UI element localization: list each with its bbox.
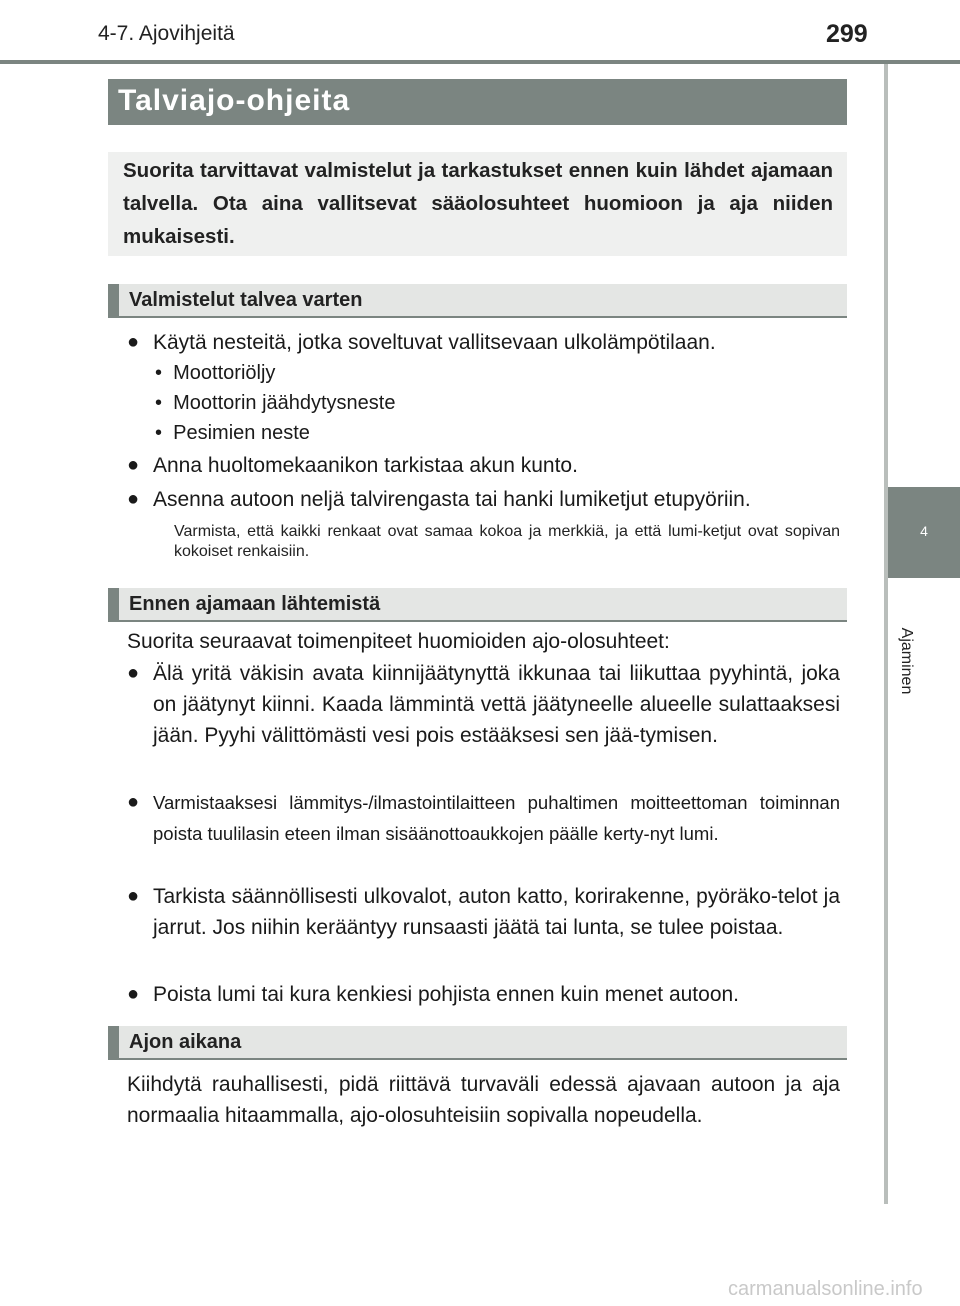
- list-item: [127, 327, 840, 358]
- bullet-icon: ●: [127, 488, 140, 510]
- list-item-text: Tarkista säännöllisesti ulkovalot, auton katto, korirakenne, pyöräko-telot ja jarrut. Jos niihin kerääntyy runsaasti jäätä tai lunta, se tulee poistaa.: [153, 885, 840, 939]
- list-item: [127, 658, 840, 751]
- page-number: 299: [826, 20, 868, 48]
- list-item-text: Varmistaaksesi lämmitys-/ilmastointilaitteen puhaltimen moitteettoman toiminnan poista tuulilasin eteen ilman sisäänottoaukkojen päälle kerty-nyt lumi.: [153, 792, 840, 844]
- list-item-text: Asenna autoon neljä talvirengasta tai hanki lumiketjut etupyöriin.: [153, 488, 751, 511]
- bullet-icon: ●: [127, 331, 140, 353]
- intro-box: [108, 152, 847, 256]
- list-item-text: Poista lumi tai kura kenkiesi pohjista ennen kuin menet autoon.: [153, 983, 740, 1006]
- section-heading-prep-label: Valmistelut talvea varten: [129, 289, 363, 311]
- chapter-label: Ajaminen: [898, 627, 915, 695]
- list-item: [127, 787, 840, 849]
- driving-text: Kiihdytä rauhallisesti, pidä riittävä turvaväli edessä ajavaan autoon ja aja normaalia hitaammalla, ajo-olosuhteisiin sopivalla nopeudella.: [127, 1073, 840, 1127]
- sub-list-item: [155, 358, 275, 388]
- chapter-number: 4: [920, 523, 928, 539]
- title-bar: [108, 79, 847, 125]
- bullet-icon: ●: [127, 454, 140, 476]
- sub-list-item-text: Moottoriöljy: [173, 362, 276, 384]
- section-heading-driving-label: Ajon aikana: [129, 1031, 242, 1053]
- note-text: Varmista, että kaikki renkaat ovat samaa kokoa ja merkkiä, ja että lumi-ketjut ovat sopivan kokoiset renkaisiin.: [174, 523, 840, 560]
- list-item-text: Älä yritä väkisin avata kiinnijäätynyttä ikkunaa tai liikuttaa pyyhintä, joka on jäätynyt kiinni. Kaada lämmintä vettä jäätyneelle alueelle sulattaaksesi jään. Pyyhi välittömästi vesi pois estääksesi sen jää-tymisen.: [153, 662, 840, 747]
- section-heading-prep: [108, 284, 847, 318]
- chapter-label-container: [886, 612, 926, 712]
- sub-list-item-text: Moottorin jäähdytysneste: [173, 392, 396, 414]
- intro-text: Suorita tarvittavat valmistelut ja tarkastukset ennen kuin lähdet ajamaan talvella. Ota aina vallitsevat sääolosuhteet huomioon ja aja niiden mukaisesti.: [123, 159, 833, 248]
- sub-list-item: [155, 418, 310, 448]
- list-item: [127, 450, 840, 481]
- section-title: 4-7. Ajovihjeitä: [98, 22, 235, 45]
- sub-bullet-icon: •: [155, 422, 163, 444]
- watermark: carmanualsonline.info: [728, 1278, 923, 1300]
- page-title: Talviajo-ohjeita: [118, 84, 351, 117]
- chapter-tab[interactable]: [888, 487, 960, 578]
- bullet-icon: ●: [127, 885, 140, 907]
- list-item-text: Anna huoltomekaanikon tarkistaa akun kunto.: [153, 454, 578, 477]
- section-intro-text: Suorita seuraavat toimenpiteet huomioiden ajo-olosuhteet:: [127, 630, 670, 653]
- list-item: [127, 979, 840, 1010]
- list-item: [127, 881, 840, 943]
- section-heading-before: [108, 588, 847, 622]
- list-item-text: Käytä nesteitä, jotka soveltuvat vallitsevaan ulkolämpötilaan.: [153, 331, 716, 354]
- bullet-icon: ●: [127, 662, 140, 684]
- list-item: [127, 484, 840, 515]
- sub-list-item: [155, 388, 395, 418]
- bullet-icon: ●: [127, 983, 140, 1005]
- sub-bullet-icon: •: [155, 362, 163, 384]
- bullet-icon: ●: [127, 791, 140, 813]
- section-heading-driving: [108, 1026, 847, 1060]
- section-heading-before-label: Ennen ajamaan lähtemistä: [129, 593, 381, 615]
- header-rule: [0, 60, 960, 64]
- sub-bullet-icon: •: [155, 392, 163, 414]
- sub-list-item-text: Pesimien neste: [173, 422, 310, 444]
